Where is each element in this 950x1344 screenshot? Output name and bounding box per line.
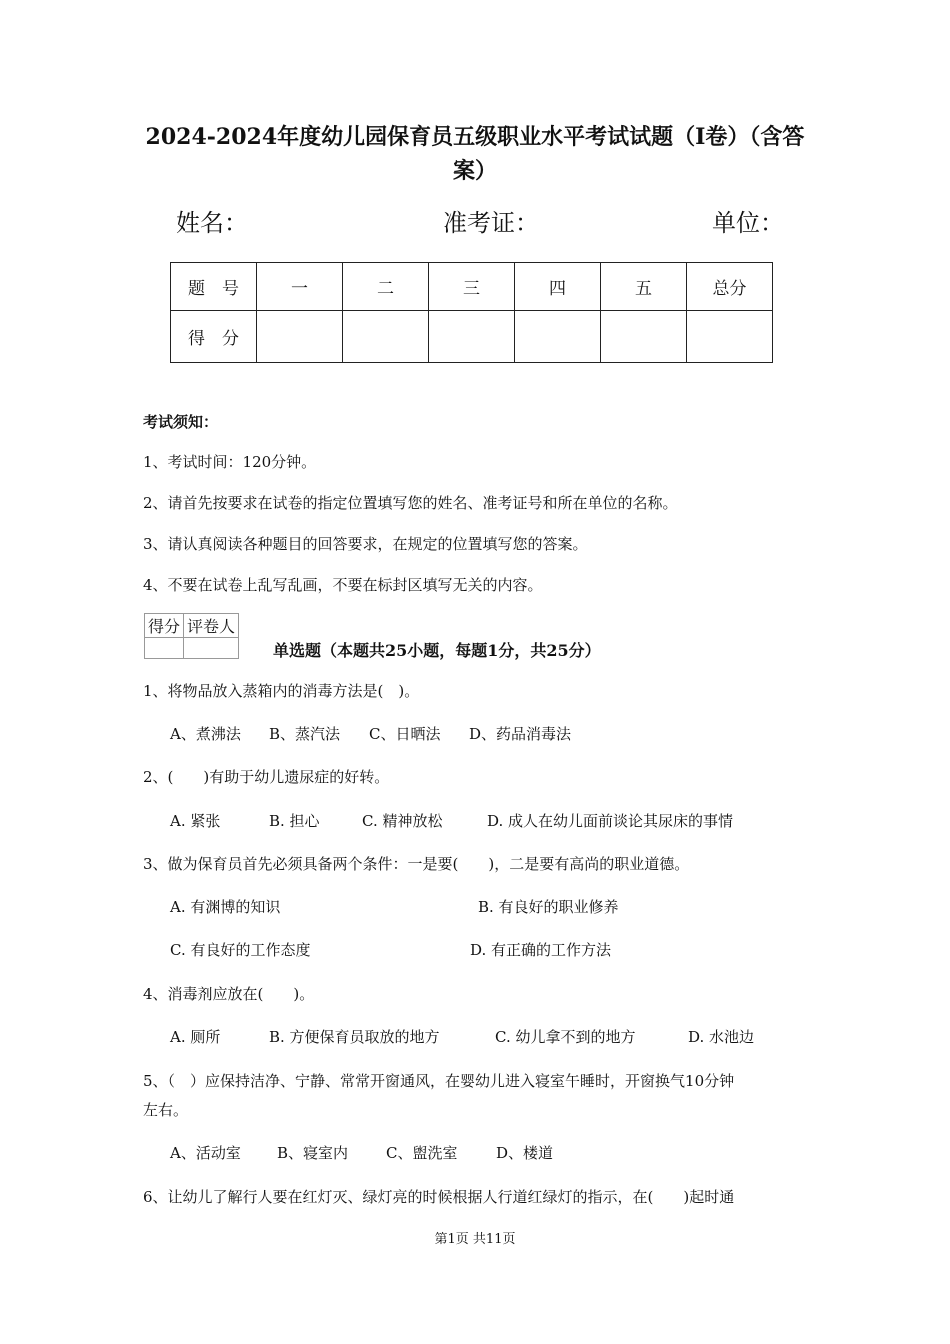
exam-id-label: 准考证：	[443, 209, 539, 237]
score-cell: 四	[515, 263, 601, 311]
grader-box	[144, 613, 239, 659]
score-input-cell[interactable]	[601, 311, 687, 363]
score-cell: 总分	[687, 263, 773, 311]
name-label: 姓名：	[176, 209, 248, 237]
option: A、煮沸法	[170, 725, 241, 743]
option: C、日晒法	[369, 725, 441, 743]
score-table-score-row	[171, 311, 773, 363]
option: D、楼道	[496, 1144, 554, 1162]
notice-heading: 考试须知：	[143, 413, 219, 431]
score-table	[170, 262, 773, 363]
grader-name-label: 评卷人	[184, 614, 239, 638]
score-input-cell[interactable]	[343, 311, 429, 363]
score-row-label: 得 分	[171, 311, 257, 363]
score-cell: 五	[601, 263, 687, 311]
score-table-header-row	[171, 263, 773, 311]
option: A. 紧张	[170, 812, 221, 830]
option: B、寝室内	[277, 1144, 349, 1162]
score-cell: 二	[343, 263, 429, 311]
question-5-continued: 左右。	[143, 1101, 189, 1119]
option: D. 有正确的工作方法	[470, 941, 612, 959]
notice-item: 2、请首先按要求在试卷的指定位置填写您的姓名、准考证号和所在单位的名称。	[143, 494, 678, 512]
option: D、药品消毒法	[469, 725, 572, 743]
option: A、活动室	[170, 1144, 241, 1162]
question-2: 2、( )有助于幼儿遗尿症的好转。	[143, 768, 390, 786]
option: C. 幼儿拿不到的地方	[495, 1028, 636, 1046]
option: D. 水池边	[688, 1028, 755, 1046]
notice-item: 3、请认真阅读各种题目的回答要求，在规定的位置填写您的答案。	[143, 535, 588, 553]
score-cell: 题 号	[171, 263, 257, 311]
section-title: 单选题（本题共25小题，每题1分，共25分）	[273, 641, 601, 660]
page-footer: 第1页 共11页	[434, 1232, 516, 1247]
notice-item: 4、不要在试卷上乱写乱画，不要在标封区填写无关的内容。	[143, 576, 543, 594]
score-input-cell[interactable]	[257, 311, 343, 363]
option: C、盥洗室	[386, 1144, 458, 1162]
notice-item: 1、考试时间：120分钟。	[143, 453, 317, 471]
question-5: 5、（ ）应保持洁净、宁静、常常开窗通风，在婴幼儿进入寝室午睡时，开窗换气10分钟	[143, 1072, 735, 1090]
question-4: 4、消毒剂应放在( )。	[143, 985, 315, 1003]
option: C. 精神放松	[362, 812, 443, 830]
option: A. 有渊博的知识	[170, 898, 281, 916]
question-1: 1、将物品放入蒸箱内的消毒方法是( )。	[143, 682, 420, 700]
grader-name-cell[interactable]	[184, 638, 239, 659]
score-input-cell[interactable]	[429, 311, 515, 363]
option: D. 成人在幼儿面前谈论其尿床的事情	[487, 812, 734, 830]
page-title: 2024-2024年度幼儿园保育员五级职业水平考试试题（I卷）（含答案）	[145, 124, 805, 184]
question-3: 3、做为保育员首先必须具备两个条件：一是要( )，二是要有高尚的职业道德。	[143, 855, 690, 873]
score-input-cell[interactable]	[515, 311, 601, 363]
option: B. 方便保育员取放的地方	[269, 1028, 440, 1046]
unit-label: 单位：	[712, 209, 784, 237]
option: B. 有良好的职业修养	[478, 898, 619, 916]
option: C. 有良好的工作态度	[170, 941, 311, 959]
option: B. 担心	[269, 812, 320, 830]
question-6: 6、让幼儿了解行人要在红灯灭、绿灯亮的时候根据人行道红绿灯的指示，在( )起时通	[143, 1188, 735, 1206]
option: B、蒸汽法	[269, 725, 341, 743]
score-input-cell[interactable]	[687, 311, 773, 363]
option: A. 厕所	[170, 1028, 221, 1046]
grader-score-label: 得分	[145, 614, 184, 638]
score-cell: 一	[257, 263, 343, 311]
score-cell: 三	[429, 263, 515, 311]
grader-score-cell[interactable]	[145, 638, 184, 659]
